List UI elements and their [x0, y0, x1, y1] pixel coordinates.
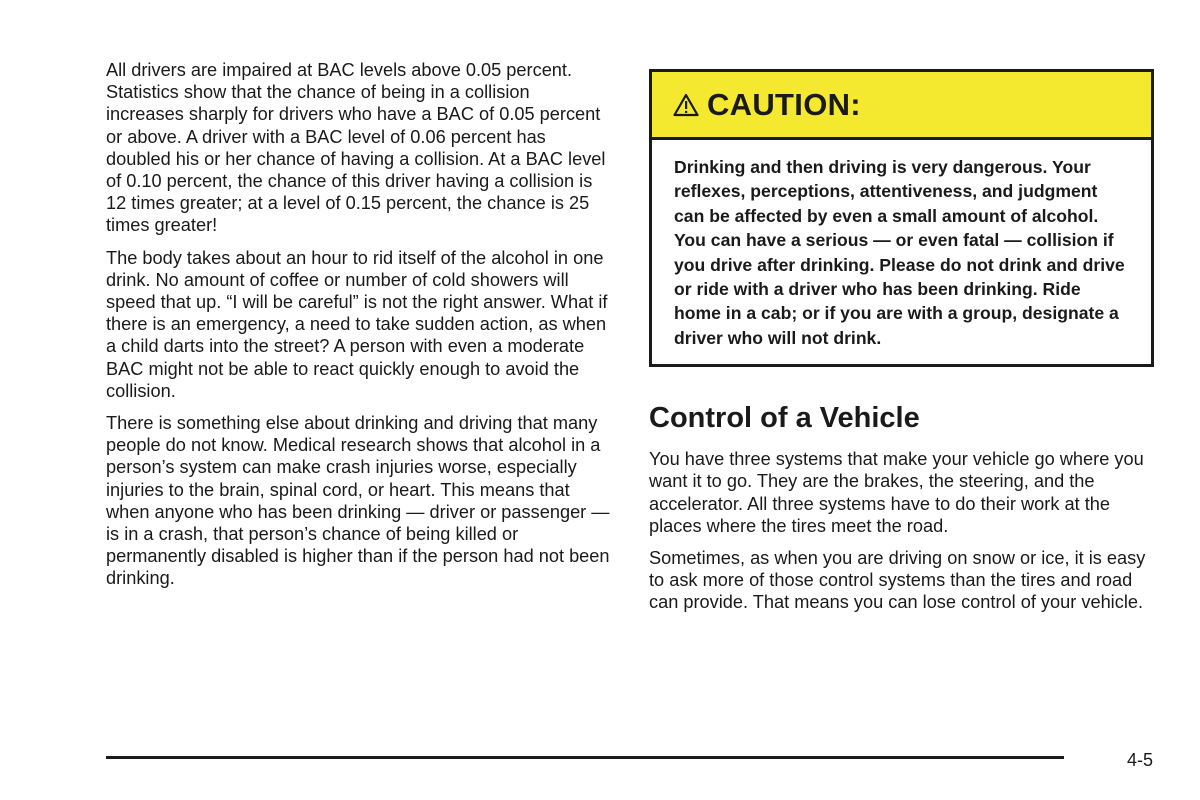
caution-title: CAUTION: [707, 86, 861, 122]
page-number: 4-5 [1127, 750, 1154, 770]
section-paragraph: Sometimes, as when you are driving on snow or ice, it is easy to ask more of those control systems than the tires and road can provide. That means you can lose control of your vehicle. [649, 548, 1146, 613]
warning-triangle-icon [673, 93, 699, 117]
caution-box [649, 69, 1154, 367]
right-column [649, 69, 1157, 624]
caution-header [652, 72, 1151, 140]
body-paragraph: All drivers are impaired at BAC levels above 0.05 percent. Statistics show that the chance of being in a collision increases sharply for drivers who have a BAC of 0.05 percent or above. A driver with a BAC level of 0.06 percent has doubled his or her chance of having a collision. At a BAC level of 0.10 percent, the chance of this driver having a collision is 12 times greater; at a level of 0.15 percent, the chance is 25 times greater! [106, 60, 606, 236]
body-paragraph: There is something else about drinking and driving that many people do not know. Medical research shows that alcohol in a person’s system can make crash injuries worse, especially injuries to the brain, spinal cord, or heart. This means that when anyone who has been drinking — driver or passenger — is in a crash, that person’s chance of being killed or permanently disabled is higher than if the person had not been drinking. [106, 413, 610, 589]
section-paragraph: You have three systems that make your vehicle go where you want it to go. They are the brakes, the steering, and the accelerator. All three systems have to do their work at the places where the tires meet the road. [649, 449, 1144, 536]
caution-text: Drinking and then driving is very dangerous. Your reflexes, perceptions, attentiveness, and judgment can be affected by even a small amount of alcohol. You can have a serious — or even fatal — collision if you drive after drinking. Please do not drink and drive or ride with a driver who has been drinking. Ride home in a cab; or if you are with a group, designate a driver who will not drink. [674, 157, 1125, 348]
left-column [106, 59, 611, 600]
body-paragraph: The body takes about an hour to rid itself of the alcohol in one drink. No amount of coffee or number of cold showers will speed that up. “I will be careful” is not the right answer. What if there is an emergency, a need to take sudden action, as when a child darts into the street? A person with even a moderate BAC might not be able to react quickly enough to avoid the collision. [106, 247, 608, 401]
footer-rule [106, 756, 1064, 759]
section-title: Control of a Vehicle [649, 402, 920, 435]
